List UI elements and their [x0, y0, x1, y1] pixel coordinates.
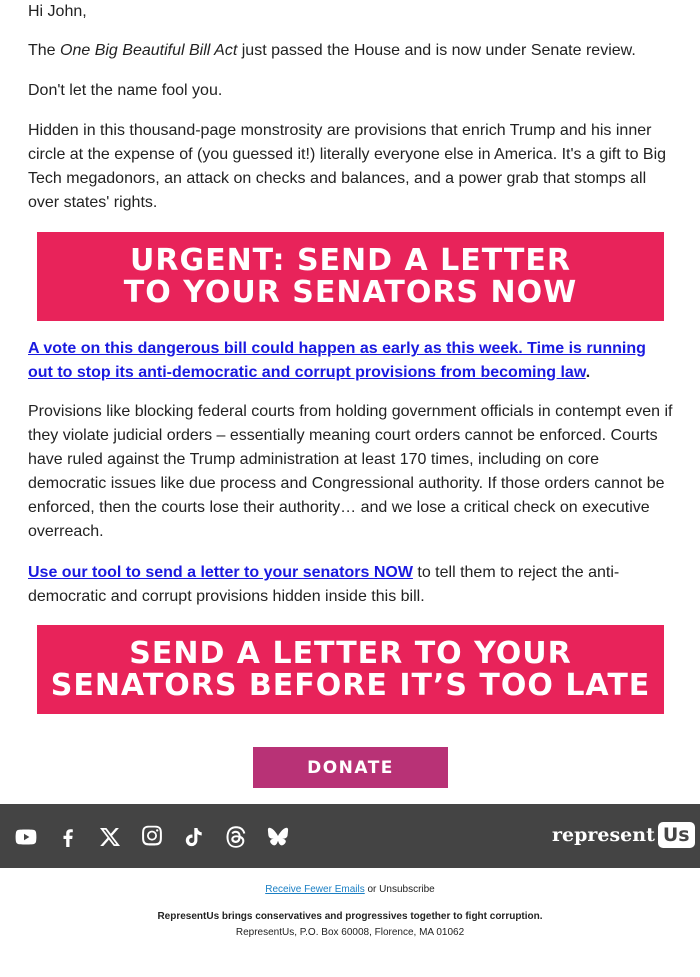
tiktok-icon[interactable] — [181, 824, 207, 850]
bluesky-icon[interactable] — [265, 824, 291, 850]
receive-fewer-emails-link[interactable]: Receive Fewer Emails — [265, 884, 365, 895]
bill-description: Hidden in this thousand-page monstrosity are provisions that enrich Trump and his inner circle at the expense of (you guessed it!) literally everyone else in America. It's a gift to Big Tech megadonors, an attack on checks and balances, and a power grab that stomps all over states' rights. — [28, 122, 667, 211]
vote-warning-link[interactable]: A vote on this dangerous bill could happen as early as this week. Time is running out to stop its anti-democratic and corrupt provisions from becoming law — [28, 340, 646, 381]
threads-icon[interactable] — [223, 824, 249, 850]
instagram-icon[interactable] — [139, 824, 165, 850]
facebook-icon[interactable] — [55, 824, 81, 850]
greeting: Hi John, — [28, 3, 87, 20]
logo-us-badge: Us — [658, 822, 695, 848]
vote-warning-paragraph: A vote on this dangerous bill could happen as early as this week. Time is running out to stop its anti-democratic and corrupt provisions from becoming law. — [28, 340, 646, 381]
footer-address: RepresentUs, P.O. Box 60008, Florence, MA 01062 — [235, 927, 465, 938]
footer-social-bar — [0, 804, 700, 868]
provisions-paragraph: Provisions like blocking federal courts from holding government officials in contempt even if they violate judicial orders – essentially meaning court orders cannot be enforced. Courts have ruled against the Trump administration at least 170 times, including on core democratic issues like due process and Congressional authority. If those orders cannot be enforced, then the courts lose their authority… and we lose a critical check on executive overreach. — [28, 403, 673, 540]
intro-paragraph: The One Big Beautiful Bill Act just passed the House and is now under Senate review. — [28, 42, 636, 59]
donate-button[interactable]: DONATE — [253, 747, 448, 788]
representus-logo[interactable]: represent Us — [552, 817, 695, 853]
tool-paragraph: Use our tool to send a letter to your senators NOW to tell them to reject the anti-democratic and corrupt provisions hidden inside this bill. — [28, 564, 620, 605]
x-icon[interactable] — [97, 824, 123, 850]
youtube-icon[interactable] — [13, 824, 39, 850]
send-letter-tool-link[interactable]: Use our tool to send a letter to your senators NOW — [28, 564, 413, 581]
email-preferences — [0, 884, 700, 895]
unsubscribe-text[interactable]: or Unsubscribe — [364, 884, 435, 895]
name-warning: Don't let the name fool you. — [28, 82, 223, 99]
bill-name: One Big Beautiful Bill Act — [60, 42, 238, 59]
send-letter-before-too-late-banner[interactable]: SEND A LETTER TO YOUR SENATORS BEFORE IT’S TOO LATE — [37, 625, 664, 714]
urgent-send-letter-banner[interactable]: URGENT: SEND A LETTER TO YOUR SENATORS NOW — [37, 232, 664, 321]
footer-tagline: RepresentUs brings conservatives and progressives together to fight corruption. — [157, 911, 543, 922]
